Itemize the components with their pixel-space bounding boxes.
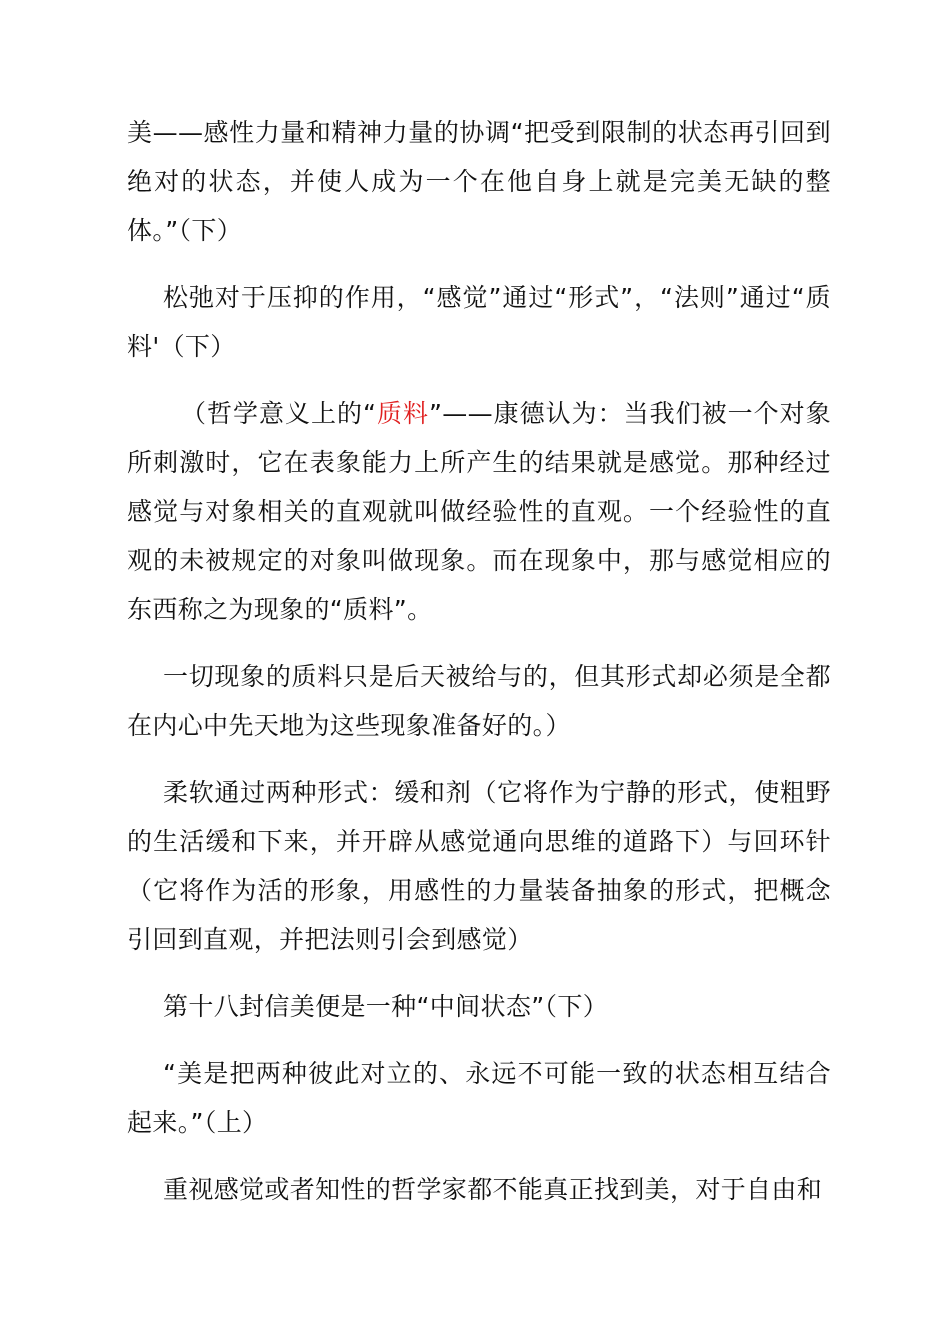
paragraph-beauty-harmony: 美——感性力量和精神力量的协调“把受到限制的状态再引回到绝对的状态，并使人成为一个在他自身上就是完美无缺的整体。”（下） (127, 118, 831, 245)
paragraph-softening-forms: 柔软通过两种形式：缓和剂（它将作为宁静的形式，使粗野的生活缓和下来，并开辟从感觉通向思维的道路下）与回环针（它将作为活的形象，用感性的力量装备抽象的形式，把概念引回到直观，并把法则引会到感觉） (127, 778, 831, 954)
paragraph-form-a-priori: 一切现象的质料只是后天被给与的，但其形式却必须是全都在内心中先天地为这些现象准备好的。） (127, 662, 831, 740)
document-page (127, 108, 831, 1214)
kant-note-opening: （哲学意义上的“ (181, 399, 377, 428)
paragraph-relaxation: 松弛对于压抑的作用，“感觉”通过“形式”，“法则”通过“质料'（下） (127, 283, 831, 361)
paragraph-beauty-union-quote: “美是把两种彼此对立的、永远不可能一致的状态相互结合起来。”（上） (127, 1059, 831, 1137)
highlighted-term-matter: 质料 (376, 399, 429, 428)
paragraph-philosophers: 重视感觉或者知性的哲学家都不能真正找到美，对于自由和 (163, 1175, 823, 1204)
kant-note-body: ”——康德认为：当我们被一个对象所刺激时，它在表象能力上所产生的结果就是感觉。那种经过感觉与对象相关的直观就叫做经验性的直观。一个经验性的直观的未被规定的对象叫做现象。而在现象中，那与感觉相应的东西称之为现象的“质料”。 (127, 399, 831, 624)
paragraph-letter-eighteen: 第十八封信美便是一种“中间状态”（下） (163, 992, 609, 1021)
paragraph-kant-matter (127, 389, 831, 634)
